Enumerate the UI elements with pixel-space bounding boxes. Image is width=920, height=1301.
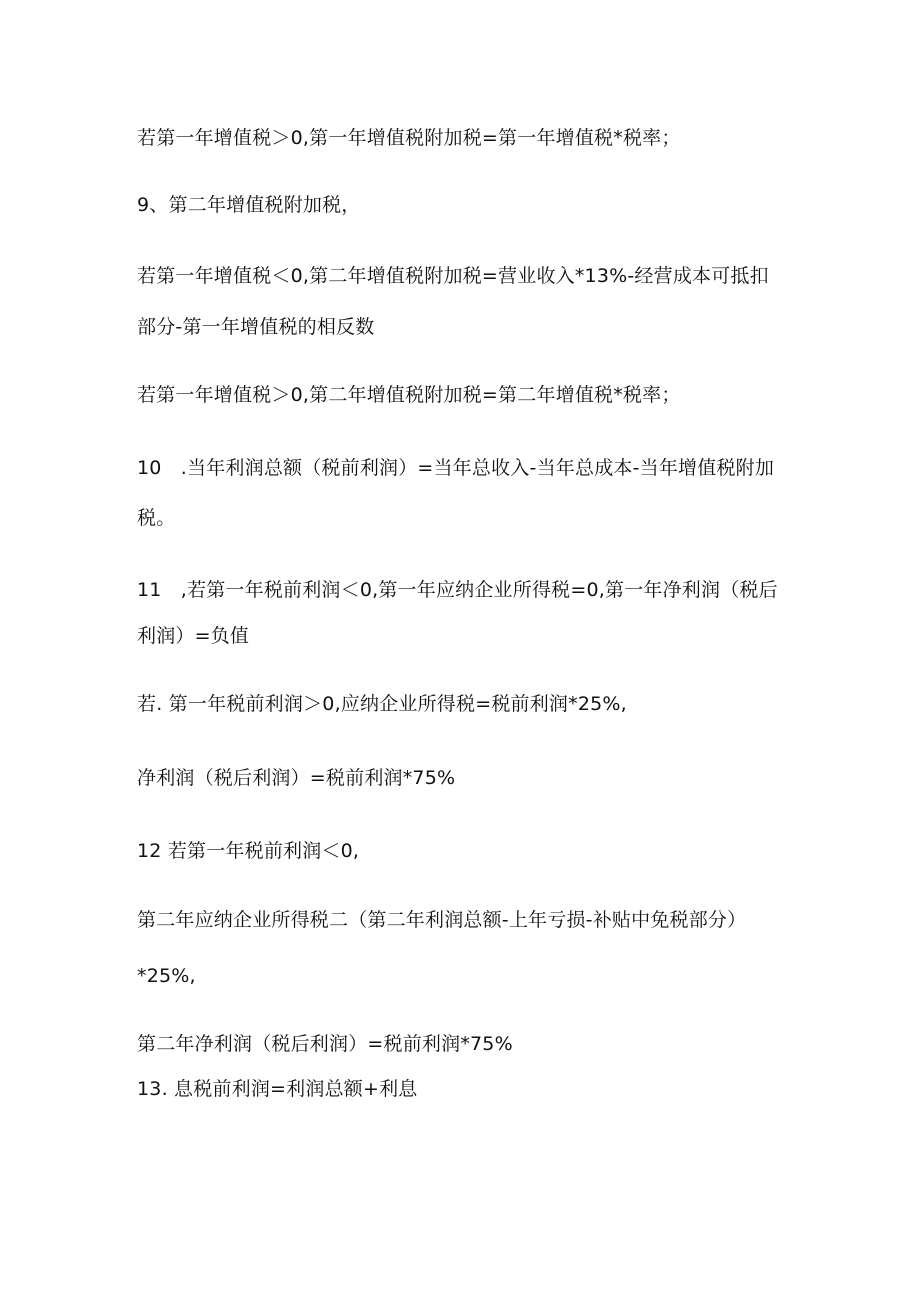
text-line: 税。 — [137, 507, 176, 529]
text-line: 利润）=负值 — [137, 625, 250, 647]
text-line: 若第一年增值税＞0,第一年增值税附加税=第一年增值税*税率； — [137, 127, 681, 149]
text-line: 11 ,若第一年税前利润＜0,第一年应纳企业所得税=0,第一年净利润（税后 — [137, 579, 778, 601]
text-line: 第二年应纳企业所得税二（第二年利润总额-上年亏损-补贴中免税部分） — [137, 909, 747, 931]
text-line: 13. 息税前利润=利润总额+利息 — [137, 1078, 418, 1100]
text-line: 净利润（税后利润）=税前利润*75% — [137, 767, 456, 789]
text-line: 部分-第一年增值税的相反数 — [137, 316, 375, 338]
text-line: 12 若第一年税前利润＜0, — [137, 840, 360, 862]
text-line: 若第一年增值税＜0,第二年增值税附加税=营业收入*13%-经营成本可抵扣 — [137, 265, 769, 287]
text-line: 第二年净利润（税后利润）=税前利润*75% — [137, 1033, 513, 1055]
text-line: 若. 第一年税前利润＞0,应纳企业所得税=税前利润*25%, — [137, 693, 627, 715]
text-line: 9、第二年增值税附加税， — [137, 194, 361, 216]
text-line: *25%, — [137, 965, 196, 987]
text-line: 10 .当年利润总额（税前利润）=当年总收入-当年总成本-当年增值税附加 — [137, 457, 775, 479]
text-line: 若第一年增值税＞0,第二年增值税附加税=第二年增值税*税率； — [137, 384, 681, 406]
